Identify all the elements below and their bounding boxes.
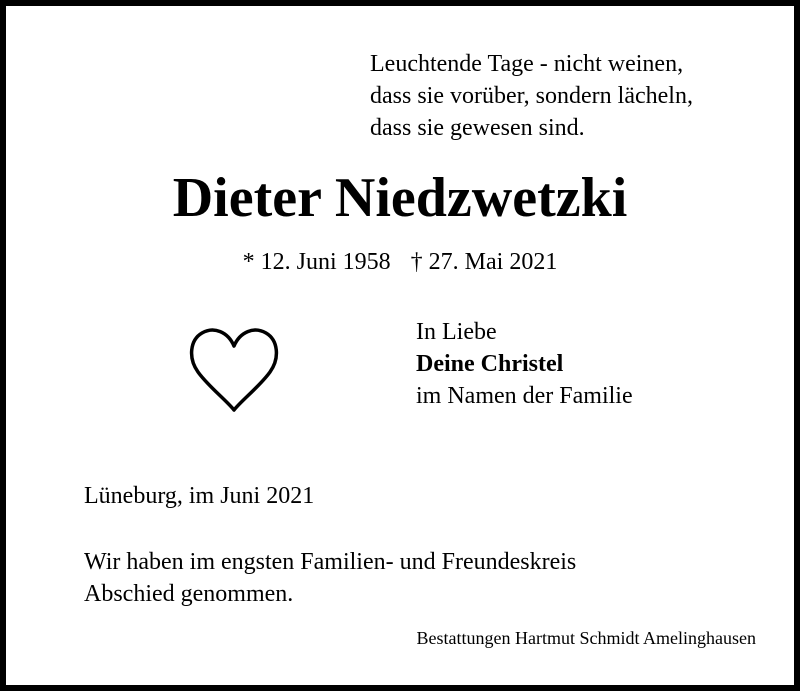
notice-line-1: Wir haben im engsten Familien- und Freundeskreis <box>84 549 577 575</box>
undertaker-credit: Bestattungen Hartmut Schmidt Amelinghausen <box>416 628 756 648</box>
signature-family: im Namen der Familie <box>416 383 633 409</box>
heart-icon <box>186 324 282 416</box>
signature-block <box>416 316 633 412</box>
death-date: † 27. Mai 2021 <box>410 249 558 275</box>
poem-line-1: Leuchtende Tage - nicht weinen, <box>370 51 684 77</box>
memorial-poem <box>370 48 693 144</box>
signature-name: Deine Christel <box>416 351 564 377</box>
deceased-name: Dieter Niedzwetzki <box>172 167 628 229</box>
poem-line-2: dass sie vorüber, sondern lächeln, <box>370 83 693 109</box>
notice-line-2: Abschied genommen. <box>84 581 294 607</box>
birth-date: * 12. Juni 1958 <box>242 249 391 275</box>
farewell-notice <box>84 546 576 610</box>
place-date: Lüneburg, im Juni 2021 <box>84 483 315 509</box>
life-dates <box>6 246 794 278</box>
signature-greeting: In Liebe <box>416 319 497 345</box>
poem-line-3: dass sie gewesen sind. <box>370 115 585 141</box>
